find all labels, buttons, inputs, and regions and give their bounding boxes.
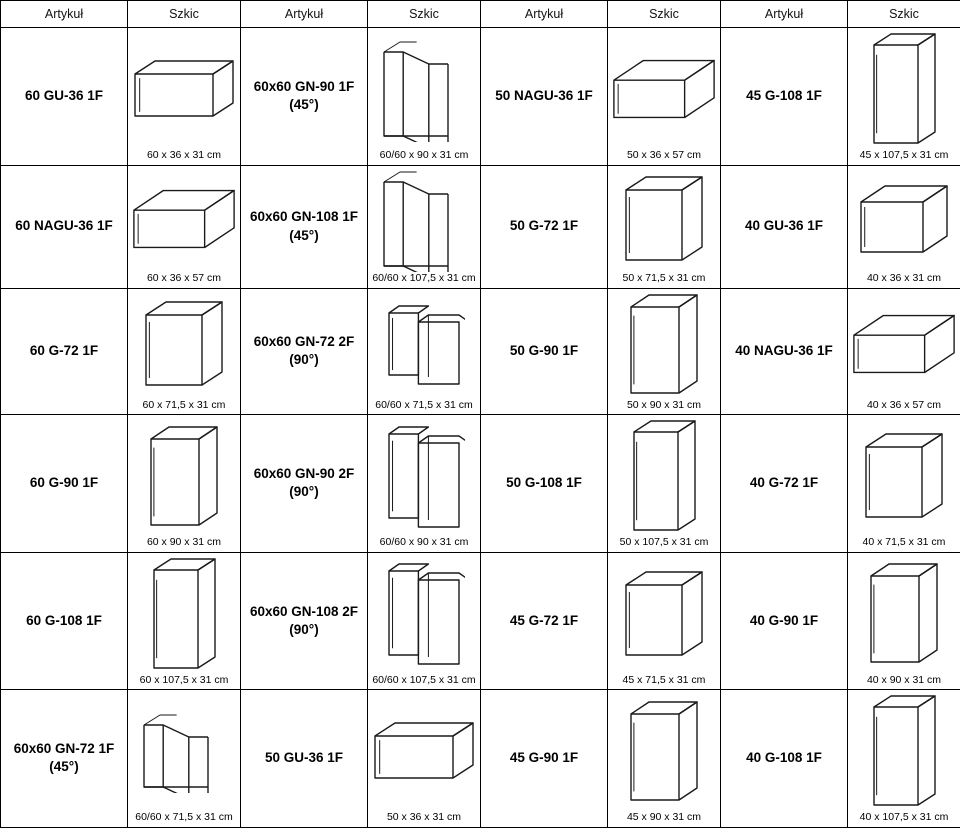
dimension-label: 60/60 x 71,5 x 31 cm <box>375 399 472 412</box>
column-header-sketch-2: Szkic <box>368 1 481 28</box>
column-header-article-4: Artykuł <box>721 1 848 28</box>
article-cell: 45 G-72 1F <box>481 552 608 690</box>
dimension-label: 45 x 90 x 31 cm <box>627 811 701 824</box>
article-cell: 60x60 GN-90 2F (90°) <box>241 415 368 553</box>
dimension-label: 60 x 36 x 31 cm <box>147 149 221 162</box>
cabinet-sketch-icon <box>848 166 960 272</box>
dimension-label: 60/60 x 107,5 x 31 cm <box>372 674 475 687</box>
article-cell: 60 NAGU-36 1F <box>1 165 128 288</box>
dimension-label: 45 x 107,5 x 31 cm <box>860 149 949 162</box>
table-row <box>1 552 960 690</box>
sketch-cell <box>848 28 960 166</box>
article-cell: 40 GU-36 1F <box>721 165 848 288</box>
cabinet-sketch-icon <box>368 690 480 811</box>
article-cell: 50 G-108 1F <box>481 415 608 553</box>
sketch-cell <box>848 165 960 288</box>
dimension-label: 40 x 36 x 57 cm <box>867 399 941 412</box>
sketch-cell <box>848 552 960 690</box>
dimension-label: 50 x 90 x 31 cm <box>627 399 701 412</box>
cabinet-sketch-icon <box>608 289 720 399</box>
cabinet-sketch-icon <box>128 28 240 149</box>
sketch-cell <box>368 288 481 415</box>
sketch-cell <box>128 415 241 553</box>
article-cell: 45 G-90 1F <box>481 690 608 828</box>
sketch-cell <box>128 28 241 166</box>
cabinet-sketch-icon <box>368 553 480 674</box>
dimension-label: 60 x 107,5 x 31 cm <box>140 674 229 687</box>
sketch-cell <box>128 552 241 690</box>
article-cell: 60 G-72 1F <box>1 288 128 415</box>
dimension-label: 60/60 x 71,5 x 31 cm <box>135 811 232 824</box>
cabinet-sketch-icon <box>368 415 480 536</box>
sketch-cell <box>368 552 481 690</box>
cabinet-sketch-icon <box>848 553 960 674</box>
article-cell: 50 NAGU-36 1F <box>481 28 608 166</box>
sketch-cell <box>368 690 481 828</box>
cabinet-sketch-icon <box>128 553 240 674</box>
sketch-cell <box>128 690 241 828</box>
dimension-label: 60 x 90 x 31 cm <box>147 536 221 549</box>
cabinet-sketch-icon <box>848 28 960 149</box>
sketch-cell <box>608 690 721 828</box>
article-cell: 60x60 GN-108 1F (45°) <box>241 165 368 288</box>
dimension-label: 40 x 36 x 31 cm <box>867 272 941 285</box>
dimension-label: 40 x 71,5 x 31 cm <box>863 536 946 549</box>
article-cell: 60x60 GN-90 1F (45°) <box>241 28 368 166</box>
article-cell: 50 G-90 1F <box>481 288 608 415</box>
dimension-label: 50 x 36 x 57 cm <box>627 149 701 162</box>
article-cell: 50 GU-36 1F <box>241 690 368 828</box>
sketch-cell <box>848 415 960 553</box>
article-cell: 60x60 GN-72 2F (90°) <box>241 288 368 415</box>
column-header-sketch-3: Szkic <box>608 1 721 28</box>
article-cell: 50 G-72 1F <box>481 165 608 288</box>
cabinet-sketch-icon <box>368 28 480 149</box>
cabinet-sketch-icon <box>128 289 240 399</box>
column-header-article-1: Artykuł <box>1 1 128 28</box>
dimension-label: 40 x 107,5 x 31 cm <box>860 811 949 824</box>
cabinet-sketch-icon <box>608 166 720 272</box>
sketch-cell <box>128 165 241 288</box>
article-cell: 40 G-90 1F <box>721 552 848 690</box>
sketch-cell <box>848 288 960 415</box>
cabinet-sketch-icon <box>608 415 720 536</box>
dimension-label: 60/60 x 107,5 x 31 cm <box>372 272 475 285</box>
cabinet-sketch-icon <box>848 415 960 536</box>
article-cell: 40 NAGU-36 1F <box>721 288 848 415</box>
cabinet-sketch-icon <box>128 690 240 811</box>
dimension-label: 45 x 71,5 x 31 cm <box>623 674 706 687</box>
dimension-label: 60 x 71,5 x 31 cm <box>143 399 226 412</box>
sketch-cell <box>608 288 721 415</box>
article-cell: 45 G-108 1F <box>721 28 848 166</box>
table-row <box>1 28 960 166</box>
sketch-cell <box>608 28 721 166</box>
article-cell: 40 G-108 1F <box>721 690 848 828</box>
sketch-cell <box>608 552 721 690</box>
dimension-label: 40 x 90 x 31 cm <box>867 674 941 687</box>
article-cell: 40 G-72 1F <box>721 415 848 553</box>
cabinet-sketch-icon <box>608 553 720 674</box>
sketch-cell <box>608 165 721 288</box>
table-row <box>1 690 960 828</box>
sketch-cell <box>128 288 241 415</box>
column-header-article-2: Artykuł <box>241 1 368 28</box>
cabinet-sketch-icon <box>608 690 720 811</box>
article-cell: 60x60 GN-108 2F (90°) <box>241 552 368 690</box>
dimension-label: 50 x 107,5 x 31 cm <box>620 536 709 549</box>
article-cell: 60 G-108 1F <box>1 552 128 690</box>
sketch-cell <box>368 165 481 288</box>
cabinet-sketch-icon <box>848 690 960 811</box>
dimension-label: 50 x 36 x 31 cm <box>387 811 461 824</box>
sketch-cell <box>608 415 721 553</box>
sketch-cell <box>368 28 481 166</box>
table-row <box>1 165 960 288</box>
column-header-sketch-1: Szkic <box>128 1 241 28</box>
table-row <box>1 288 960 415</box>
article-cell: 60 G-90 1F <box>1 415 128 553</box>
dimension-label: 60/60 x 90 x 31 cm <box>380 149 469 162</box>
article-cell: 60x60 GN-72 1F (45°) <box>1 690 128 828</box>
table-row <box>1 415 960 553</box>
cabinet-sketch-icon <box>368 289 480 399</box>
cabinet-sketch-icon <box>368 166 480 272</box>
table-header-row <box>1 1 960 28</box>
sketch-cell <box>848 690 960 828</box>
dimension-label: 60/60 x 90 x 31 cm <box>380 536 469 549</box>
cabinet-sketch-icon <box>128 415 240 536</box>
cabinet-sketch-icon <box>128 166 240 272</box>
dimension-label: 60 x 36 x 57 cm <box>147 272 221 285</box>
cabinet-sketch-icon <box>848 289 960 399</box>
column-header-article-3: Artykuł <box>481 1 608 28</box>
table-body <box>1 28 960 828</box>
column-header-sketch-4: Szkic <box>848 1 960 28</box>
cabinet-sketch-icon <box>608 28 720 149</box>
article-cell: 60 GU-36 1F <box>1 28 128 166</box>
dimension-label: 50 x 71,5 x 31 cm <box>623 272 706 285</box>
sketch-cell <box>368 415 481 553</box>
